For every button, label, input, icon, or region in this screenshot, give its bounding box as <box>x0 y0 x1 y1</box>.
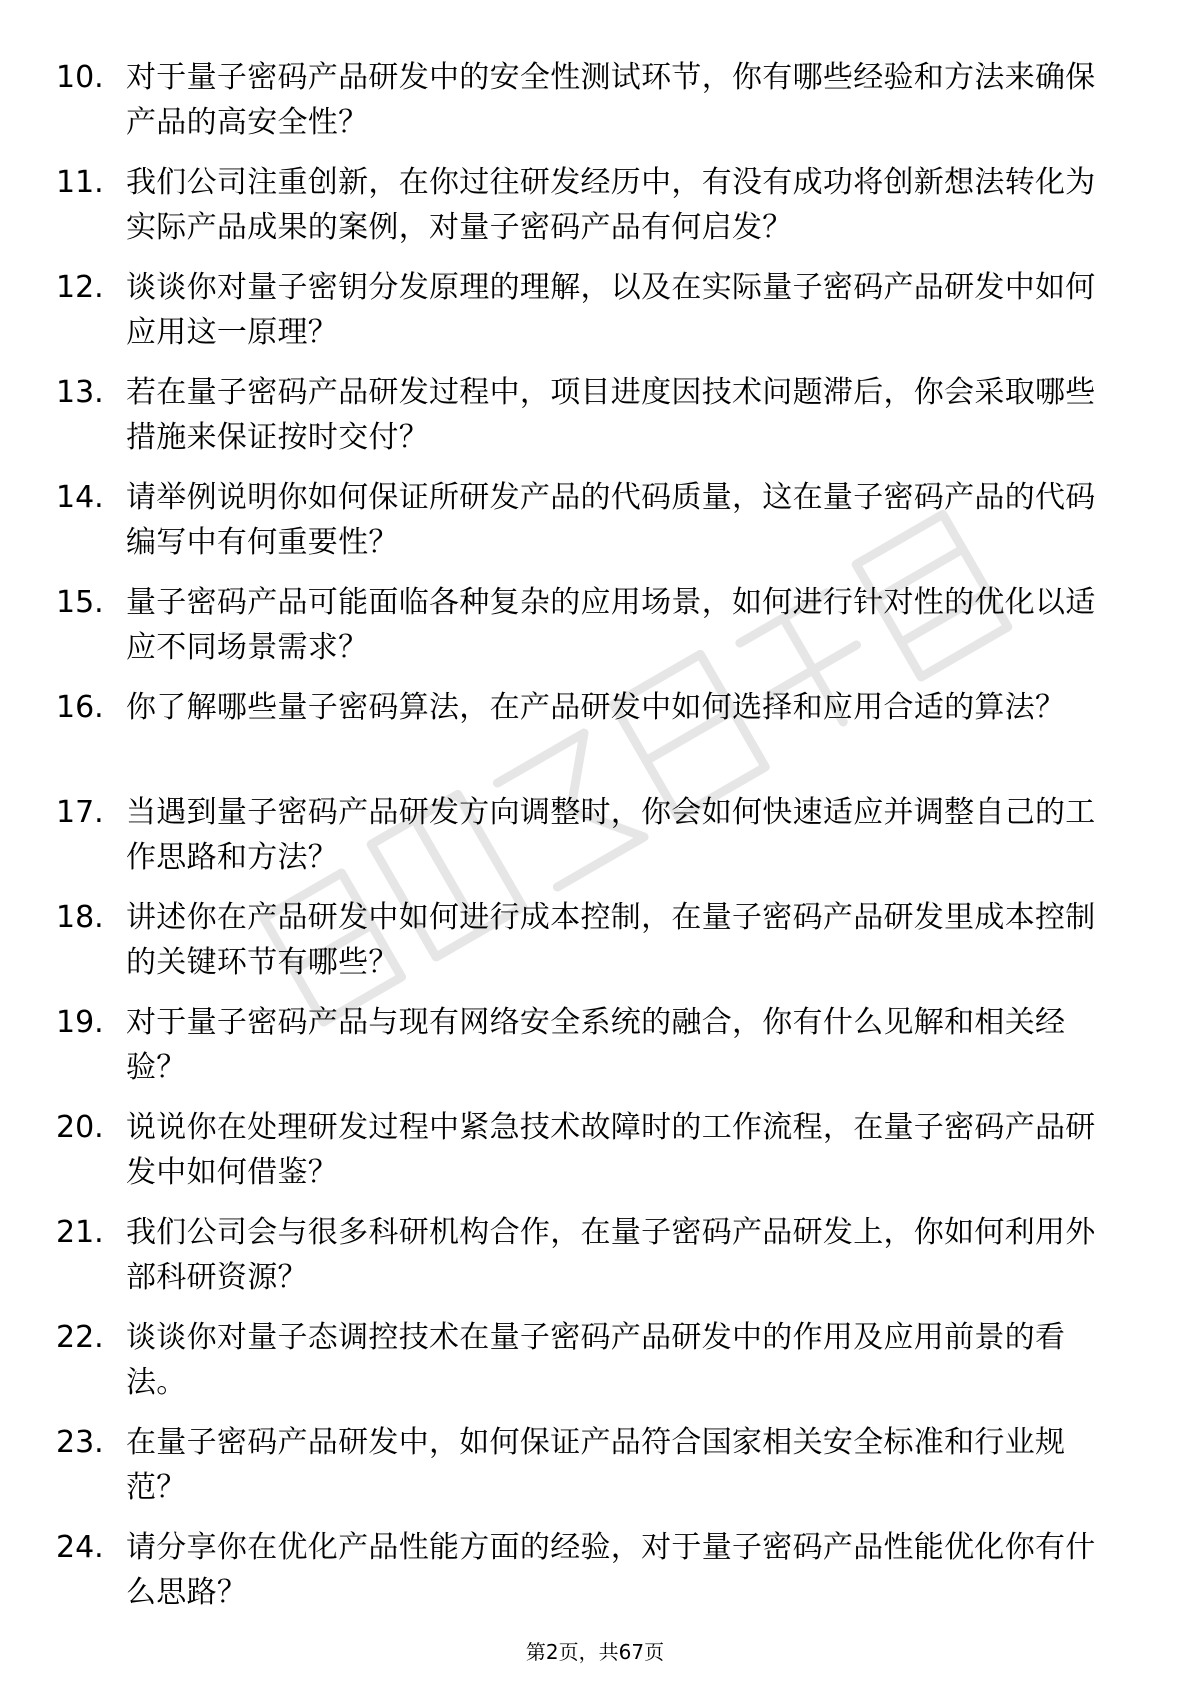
question-number: 17. <box>56 795 104 830</box>
question-item <box>0 1525 1190 1630</box>
question-number: 13. <box>56 375 104 410</box>
question-item <box>0 265 1190 370</box>
question-item <box>0 1210 1190 1315</box>
question-item <box>0 1105 1190 1210</box>
question-item <box>0 475 1190 580</box>
question-text: 对于量子密码产品研发中的安全性测试环节，你有哪些经验和方法来确保产品的高安全性？ <box>126 60 1096 140</box>
question-item <box>0 55 1190 160</box>
question-list <box>0 55 1190 1630</box>
question-item <box>0 1420 1190 1525</box>
question-text: 量子密码产品可能面临各种复杂的应用场景，如何进行针对性的优化以适应不同场景需求？ <box>126 585 1096 665</box>
question-item <box>0 580 1190 685</box>
question-number: 10. <box>56 60 104 95</box>
question-number: 24. <box>56 1530 104 1565</box>
page-number: 第2页，共67页 <box>525 1640 665 1664</box>
question-text: 请举例说明你如何保证所研发产品的代码质量，这在量子密码产品的代码编写中有何重要性？ <box>126 480 1096 560</box>
question-text: 在量子密码产品研发中，如何保证产品符合国家相关安全标准和行业规范？ <box>126 1425 1066 1505</box>
question-number: 12. <box>56 270 104 305</box>
question-number: 14. <box>56 480 104 515</box>
question-item <box>0 370 1190 475</box>
question-text: 若在量子密码产品研发过程中，项目进度因技术问题滞后，你会采取哪些措施来保证按时交付？ <box>126 375 1096 455</box>
question-text: 请分享你在优化产品性能方面的经验，对于量子密码产品性能优化你有什么思路？ <box>126 1530 1096 1610</box>
question-number: 22. <box>56 1320 104 1355</box>
question-number: 20. <box>56 1110 104 1145</box>
question-number: 16. <box>56 690 104 725</box>
question-item <box>0 160 1190 265</box>
question-text: 我们公司会与很多科研机构合作，在量子密码产品研发上，你如何利用外部科研资源？ <box>126 1215 1096 1295</box>
question-number: 18. <box>56 900 104 935</box>
question-text: 谈谈你对量子态调控技术在量子密码产品研发中的作用及应用前景的看法。 <box>126 1320 1066 1400</box>
question-number: 11. <box>56 165 104 200</box>
question-item <box>0 790 1190 895</box>
question-text: 讲述你在产品研发中如何进行成本控制，在量子密码产品研发里成本控制的关键环节有哪些？ <box>126 900 1096 980</box>
question-text: 我们公司注重创新，在你过往研发经历中，有没有成功将创新想法转化为实际产品成果的案例，对量子密码产品有何启发？ <box>126 165 1096 245</box>
question-number: 21. <box>56 1215 104 1250</box>
question-text: 说说你在处理研发过程中紧急技术故障时的工作流程，在量子密码产品研发中如何借鉴？ <box>126 1110 1096 1190</box>
question-text: 谈谈你对量子密钥分发原理的理解，以及在实际量子密码产品研发中如何应用这一原理？ <box>126 270 1096 350</box>
question-number: 15. <box>56 585 104 620</box>
question-item <box>0 1315 1190 1420</box>
question-text: 当遇到量子密码产品研发方向调整时，你会如何快速适应并调整自己的工作思路和方法？ <box>126 795 1096 875</box>
question-item <box>0 685 1190 790</box>
question-text: 你了解哪些量子密码算法，在产品研发中如何选择和应用合适的算法？ <box>126 690 1066 725</box>
question-text: 对于量子密码产品与现有网络安全系统的融合，你有什么见解和相关经验？ <box>126 1005 1066 1085</box>
question-number: 19. <box>56 1005 104 1040</box>
question-item <box>0 895 1190 1000</box>
question-item <box>0 1000 1190 1105</box>
question-number: 23. <box>56 1425 104 1460</box>
